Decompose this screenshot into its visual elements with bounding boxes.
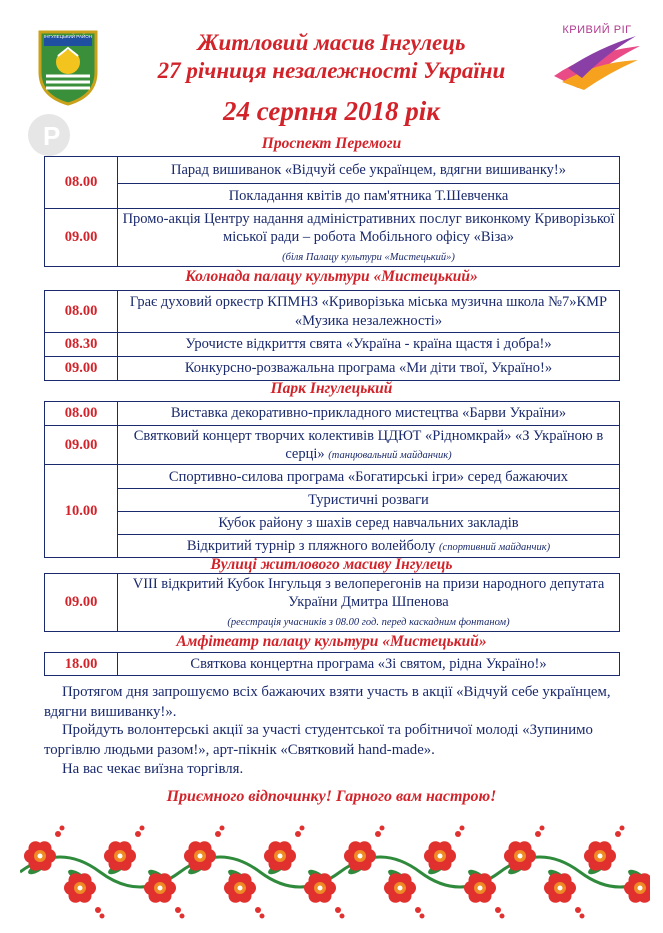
event-cell: [118, 426, 620, 465]
emblem-caption: ІНГУЛЕЦЬКИЙ РАЙОН: [44, 34, 92, 39]
section-title: Парк Інгулецький: [270, 380, 393, 397]
table-row: [45, 535, 620, 558]
event-description: VIII відкритий Кубок Інгульця з велоперегонів на призи народного депутата України Дмитра Шпенова: [132, 576, 605, 611]
table-row: [45, 333, 620, 357]
info-paragraph: На вас чекає виїзна торгівля.: [62, 761, 244, 777]
table-row: [45, 184, 620, 209]
event-cell: [118, 535, 620, 558]
svg-text:P: P: [43, 121, 61, 151]
event-note: (танцювальний майданчик): [328, 450, 452, 462]
event-date: 24 серпня 2018 рік: [223, 96, 440, 126]
schedule-table: [44, 573, 620, 632]
event-description: Туристичні розваги: [118, 489, 620, 512]
event-time: 18.00: [45, 653, 118, 676]
table-row: [45, 512, 620, 535]
event-description: Парад вишиванок «Відчуй себе українцем, вдягни вишиванку!»: [118, 157, 620, 184]
event-description: Спортивно-силова програма «Богатирські ігри» серед бажаючих: [118, 465, 620, 489]
event-description: Конкурсно-розважальна програма «Ми діти твої, Україно!»: [118, 357, 620, 381]
event-time: 09.00: [45, 357, 118, 381]
event-description: Промо-акція Центру надання адміністративних послуг виконкому Криворізької міської ради – робота Мобільного офісу «Віза»: [122, 211, 615, 246]
schedule-table: [44, 290, 620, 381]
event-time: 10.00: [45, 465, 118, 558]
event-description: Грає духовий оркестр КПМНЗ «Криворізька міська музична школа №7»КМР «Музика незалежності»: [118, 291, 620, 333]
table-row: [45, 574, 620, 632]
table-row: [45, 157, 620, 184]
city-logo-name: КРИВИЙ РІГ: [562, 24, 632, 36]
event-description: Покладання квітів до пам'ятника Т.Шевченка: [118, 184, 620, 209]
info-paragraph: Пройдуть волонтерські акції за участі студентської та робітничої молоді «Зупинимо торгівлю людьми разом!», арт-пікнік «Святковий hand-made».: [44, 722, 593, 758]
section-title: Вулиці житлового масиву Інгулець: [210, 556, 453, 573]
event-cell: [118, 574, 620, 632]
event-time: 09.00: [45, 209, 118, 267]
event-time: 08.30: [45, 333, 118, 357]
section-title: Амфітеатр палацу культури «Мистецький»: [176, 633, 487, 650]
event-time: 08.00: [45, 291, 118, 333]
event-description: Святковий концерт творчих колективів ЦДЮТ «Рідномкрай» «З Україною в серці»: [133, 428, 604, 463]
event-note: (біля Палацу культури «Мистецький»): [282, 251, 455, 263]
event-note: (спортивний майданчик): [439, 542, 551, 554]
closing-message: Приємного відпочинку! Гарного вам настрою!: [166, 788, 497, 805]
event-description: Кубок району з шахів серед навчальних закладів: [118, 512, 620, 535]
event-description: Відкритий турнір з пляжного волейболу: [186, 538, 436, 555]
schedule-table: [44, 401, 620, 558]
table-row: [45, 465, 620, 489]
page-subtitle: 27 річниця незалежності України: [157, 58, 506, 83]
event-time: 08.00: [45, 402, 118, 426]
event-description: Виставка декоративно-прикладного мистецтва «Барви України»: [118, 402, 620, 426]
floral-ornament-icon: [20, 812, 650, 924]
section-title: Проспект Перемоги: [261, 135, 402, 152]
event-cell: [118, 209, 620, 267]
table-row: [45, 489, 620, 512]
event-time: 08.00: [45, 157, 118, 209]
event-description: Урочисте відкриття свята «Україна - країна щастя і добра!»: [118, 333, 620, 357]
info-paragraph: Протягом дня запрошуємо всіх бажаючих взяти участь в акції «Відчуй себе українцем, вдягни вишиванку!».: [44, 684, 611, 720]
page-title: Житловий масив Інгулець: [197, 30, 466, 55]
event-note: (реєстрація учасників з 08.00 год. перед каскадним фонтаном): [227, 616, 510, 628]
table-row: [45, 426, 620, 465]
table-row: [45, 209, 620, 267]
event-time: 09.00: [45, 574, 118, 632]
table-row: [45, 291, 620, 333]
table-row: [45, 402, 620, 426]
schedule-table: [44, 652, 620, 676]
table-row: [45, 653, 620, 676]
table-row: [45, 357, 620, 381]
event-time: 09.00: [45, 426, 118, 465]
event-description: Святкова концертна програма «Зі святом, рідна Україно!»: [118, 653, 620, 676]
section-title: Колонада палацу культури «Мистецький»: [185, 268, 478, 285]
schedule-table: [44, 156, 620, 267]
